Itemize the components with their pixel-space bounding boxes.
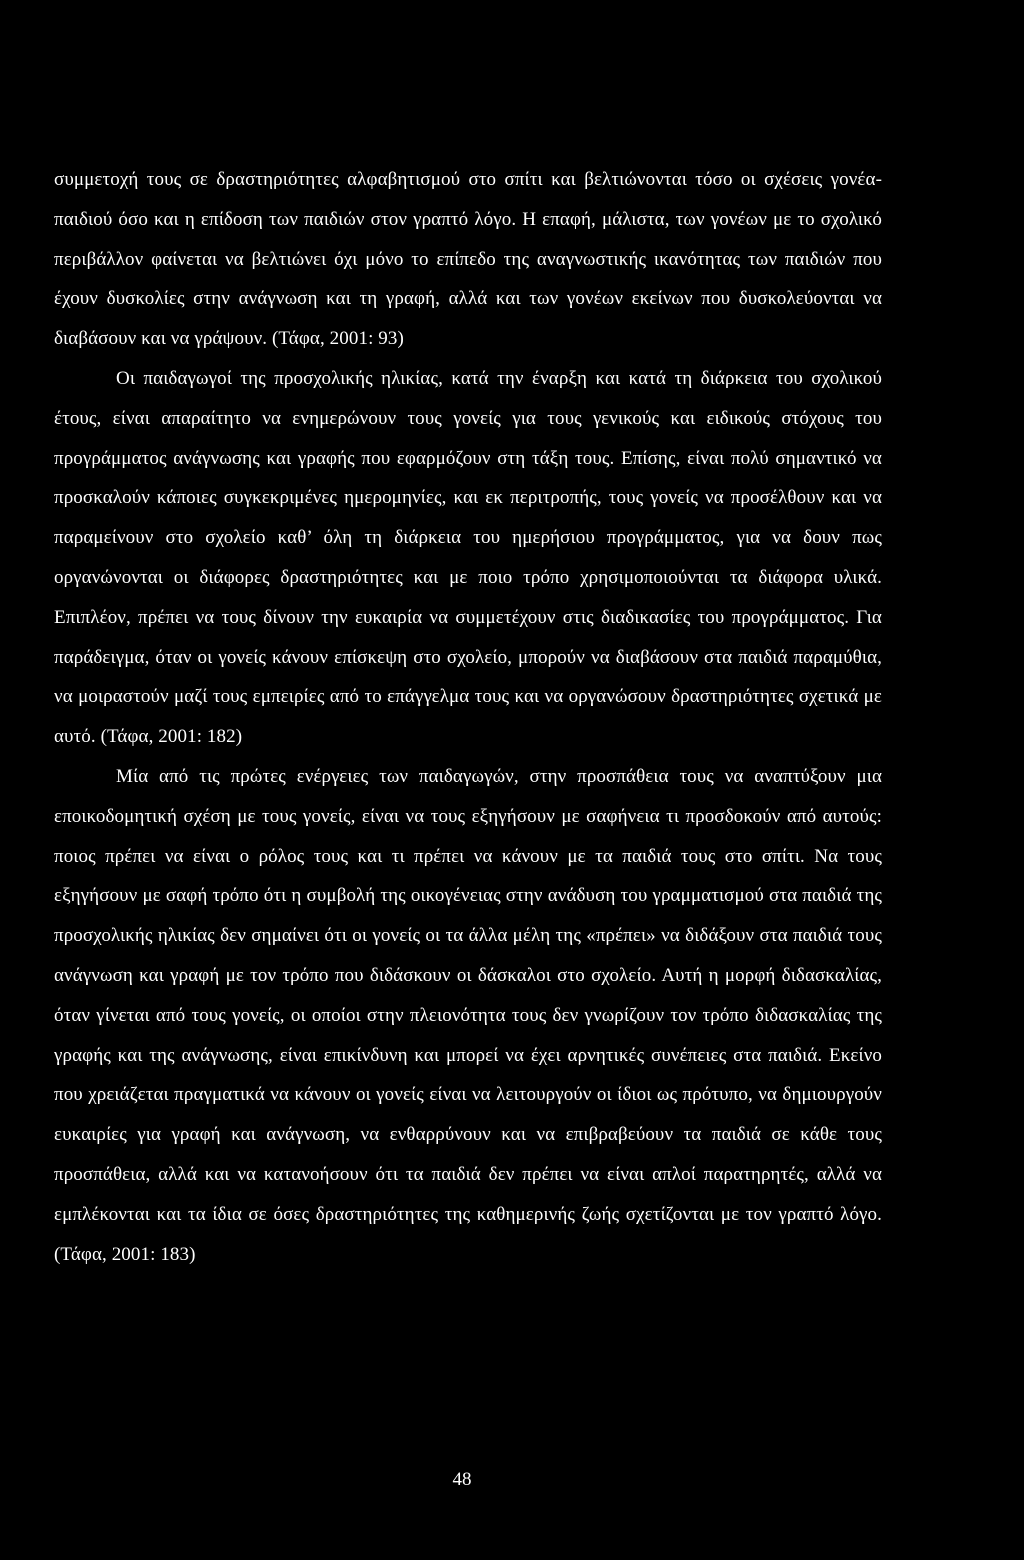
paragraph: Οι παιδαγωγοί της προσχολικής ηλικίας, κατά την έναρξη και κατά τη διάρκεια του σχολικού έτους, είναι απαραίτητο να ενημερώνουν τους γονείς για τους γενικούς και ειδικούς στόχους του προγράμματος ανάγνωσης και γραφής που εφαρμόζουν στη τάξη τους. Επίσης, είναι πολύ σημαντικό να προσκαλούν κάποιες συγκεκριμένες ημερομηνίες, και εκ περιτροπής, τους γονείς να προσέλθουν και να παραμείνουν στο σχολείο καθ’ όλη τη διάρκεια του ημερήσιου προγράμματος, για να δουν πως οργανώνονται οι διάφορες δραστηριότητες και με ποιο τρόπο χρησιμοποιούνται τα διάφορα υλικά. Επιπλέον, πρέπει να τους δίνουν την ευκαιρία να συμμετέχουν στις διαδικασίες του προγράμματος. Για παράδειγμα, όταν οι γονείς κάνουν επίσκεψη στο σχολείο, μπορούν να διαβάσουν στα παιδιά παραμύθια, να μοιραστούν μαζί τους εμπειρίες από το επάγγελμα τους και να οργανώσουν δραστηριότητες σχετικά με αυτό. (Τάφα, 2001: 182) (54, 367, 882, 748)
paragraph: Μία από τις πρώτες ενέργειες των παιδαγωγών, στην προσπάθεια τους να αναπτύξουν μια εποικοδομητική σχέση με τους γονείς, είναι να τους εξηγήσουν με σαφήνεια τι προσδοκούν από αυτούς: ποιος πρέπει να είναι ο ρόλος τους και τι πρέπει να κάνουν με τα παιδιά τους στο σπίτι. Να τους εξηγήσουν με σαφή τρόπο ότι η συμβολή της οικογένειας στην ανάδυση του γραμματισμού στα παιδιά της προσχολικής ηλικίας δεν σημαίνει ότι οι γονείς οι τα άλλα μέλη της «πρέπει» να διδάξουν στα παιδιά τους ανάγνωση και γραφή με τον τρόπο που διδάσκουν οι δάσκαλοι στο σχολείο. Αυτή η μορφή διδασκαλίας, όταν γίνεται από τους γονείς, οι οποίοι στην πλειονότητα τους δεν γνωρίζουν τον τρόπο διδασκαλίας της γραφής και της ανάγνωσης, είναι επικίνδυνη και μπορεί να έχει αρνητικές συνέπειες στα παιδιά. Εκείνο που χρειάζεται πραγματικά να κάνουν οι γονείς είναι να λειτουργούν οι ίδιοι ως πρότυπο, να δημιουργούν ευκαιρίες για γραφή και ανάγνωση, να ενθαρρύνουν και να επιβραβεύουν τα παιδιά σε κάθε τους προσπάθεια, αλλά και να κατανοήσουν ότι τα παιδιά δεν πρέπει να είναι απλοί παρατηρητές, αλλά να εμπλέκονται και τα ίδια σε όσες δραστηριότητες της καθημερινής ζωής σχετίζονται με τον γραπτό λόγο. (Τάφα, 2001: 183) (54, 765, 882, 1265)
body-text (54, 160, 882, 1274)
page-number: 48 (452, 1469, 472, 1490)
paragraph-continuation: συμμετοχή τους σε δραστηριότητες αλφαβητισμού στο σπίτι και βελτιώνονται τόσο οι σχέσεις γονέα-παιδιού όσο και η επίδοση των παιδιών στον γραπτό λόγο. Η επαφή, μάλιστα, των γονέων με το σχολικό περιβάλλον φαίνεται να βελτιώνει όχι μόνο το επίπεδο της αναγνωστικής ικανότητας των παιδιών που έχουν δυσκολίες στην ανάγνωση και τη γραφή, αλλά και των γονέων εκείνων που δυσκολεύονται να διαβάσουν και να γράψουν. (Τάφα, 2001: 93) (54, 169, 882, 350)
